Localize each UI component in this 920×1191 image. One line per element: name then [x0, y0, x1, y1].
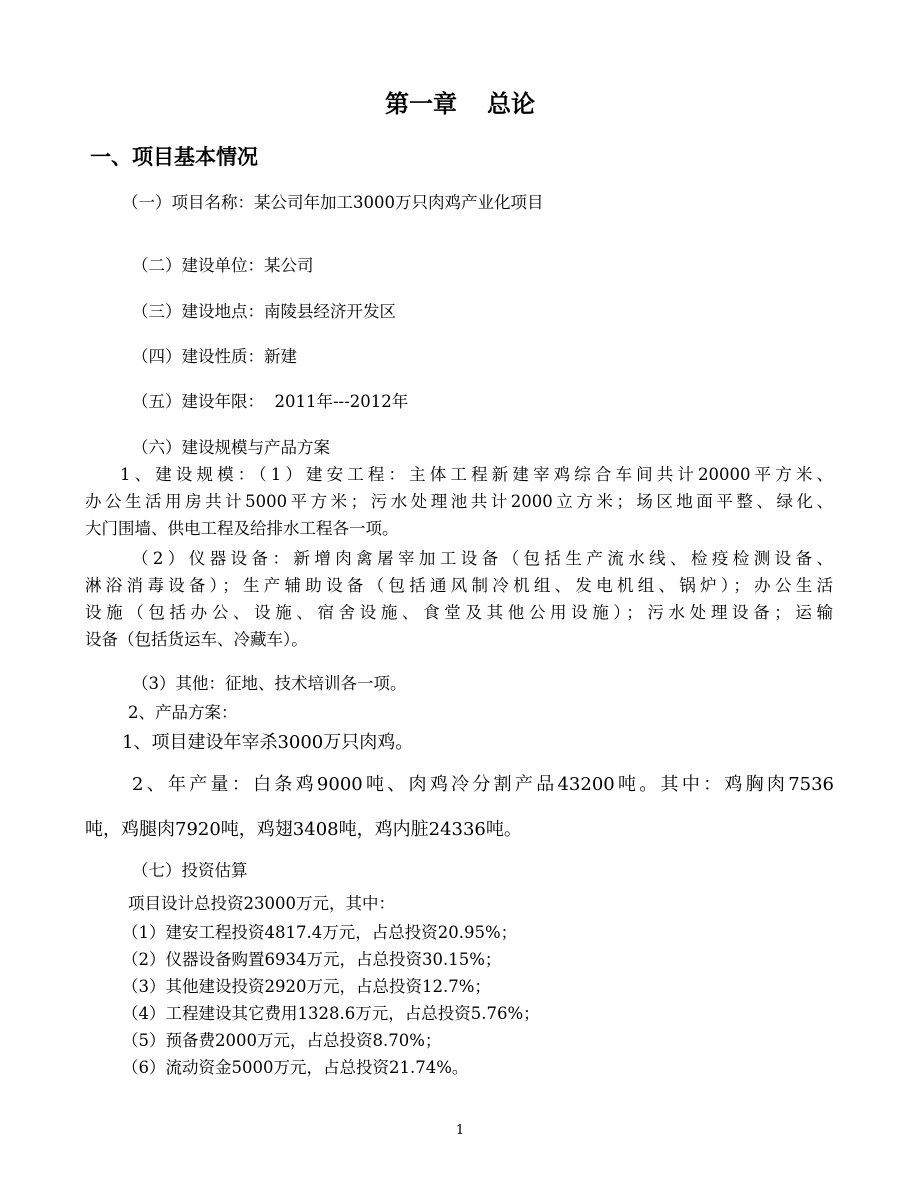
slaughter-capacity-line: 1、项目建设年宰杀3000万只肉鸡。	[122, 732, 414, 753]
investment-item-5: （5）预备费2000万元，占总投资8.70%；	[122, 1031, 442, 1050]
page-number: 1	[455, 1123, 465, 1138]
construction-site-line: （三）建设地点：南陵县经济开发区	[132, 302, 396, 321]
scale-paragraph-line-3: 大门围墙、供电工程及给排水工程各一项。	[85, 519, 399, 538]
project-name-line: （一）项目名称：某公司年加工3000万只肉鸡产业化项目	[122, 193, 544, 212]
section-title: 一、项目基本情况	[90, 145, 258, 169]
annual-output-line-1: 2、年产量：白条鸡9000吨、肉鸡冷分割产品43200吨。其中：鸡胸肉7536	[132, 774, 834, 795]
equipment-paragraph-line-3: 设施（包括办公、设施、宿舍设施、食堂及其他公用设施）；污水处理设备；运输	[85, 603, 833, 622]
construction-period-line: （五）建设年限： 2011年---2012年	[132, 392, 409, 411]
equipment-paragraph-line-2: 淋浴消毒设备）；生产辅助设备（包括通风制冷机组、发电机组、锅炉）；办公生活	[85, 576, 833, 595]
investment-item-6: （6）流动资金5000万元，占总投资21.74%。	[122, 1058, 469, 1077]
scale-paragraph-line-1: 1、建设规模：（1）建安工程：主体工程新建宰鸡综合车间共计20000平方米、	[120, 465, 833, 484]
product-plan-heading: 2、产品方案：	[128, 703, 238, 722]
construction-unit-line: （二）建设单位：某公司	[132, 256, 314, 275]
investment-item-1: （1）建安工程投资4817.4万元，占总投资20.95%；	[122, 923, 518, 942]
investment-item-4: （4）工程建设其它费用1328.6万元，占总投资5.76%；	[122, 1004, 540, 1023]
investment-item-2: （2）仪器设备购置6934万元，占总投资30.15%；	[122, 950, 502, 969]
scale-plan-heading: （六）建设规模与产品方案	[132, 438, 330, 457]
chapter-title	[0, 92, 920, 116]
scale-paragraph-line-2: 办公生活用房共计5000平方米；污水处理池共计2000立方米；场区地面平整、绿化、	[85, 492, 833, 511]
other-items-line: （3）其他：征地、技术培训各一项。	[132, 674, 407, 693]
annual-output-line-2: 吨，鸡腿肉7920吨，鸡翅3408吨，鸡内脏24336吨。	[85, 819, 522, 840]
construction-nature-line: （四）建设性质：新建	[132, 347, 297, 366]
equipment-paragraph-line-1: （2）仪器设备：新增肉禽屠宰加工设备（包括生产流水线、检疫检测设备、	[132, 549, 833, 568]
investment-estimate-heading: （七）投资估算	[132, 861, 248, 880]
chapter-name: 总论	[487, 90, 535, 118]
investment-item-3: （3）其他建设投资2920万元，占总投资12.7%；	[122, 977, 491, 996]
total-investment-line: 项目设计总投资23000万元，其中：	[128, 894, 395, 913]
chapter-number: 第一章	[385, 90, 457, 118]
equipment-paragraph-line-4: 设备（包括货运车、冷藏车）。	[85, 630, 308, 649]
